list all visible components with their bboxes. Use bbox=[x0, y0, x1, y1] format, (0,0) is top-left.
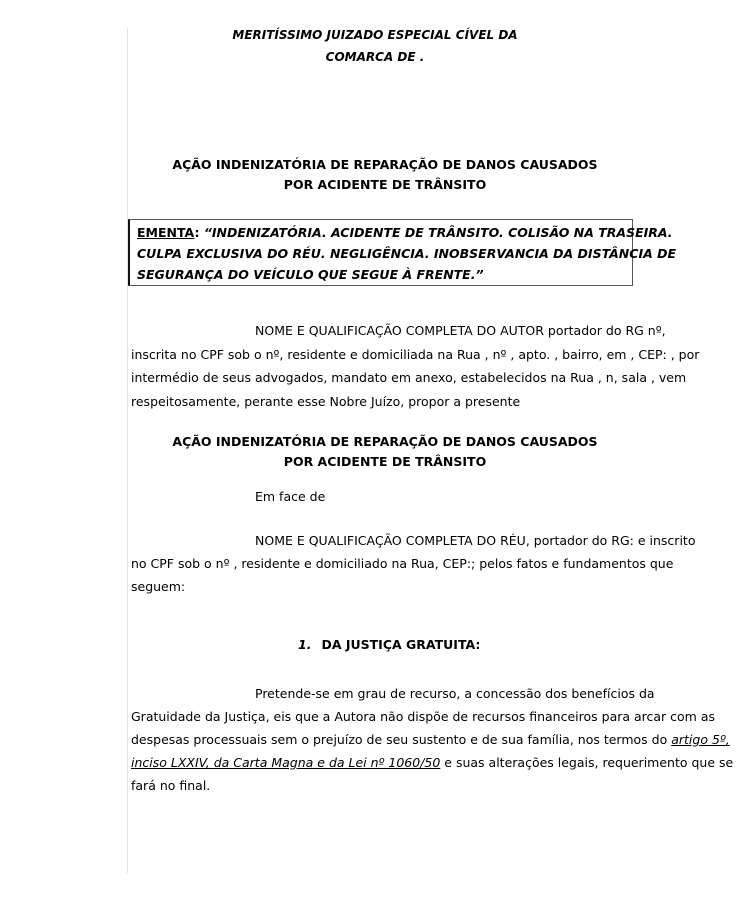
ementa-line-1 bbox=[137, 222, 673, 243]
em-face-text: Em face de bbox=[255, 489, 326, 504]
gratuity-line-4-text: e suas alterações legais, requerimento que se bbox=[440, 755, 734, 770]
court-line-1: MERITÍSSIMO JUIZADO ESPECIAL CÍVEL DA bbox=[232, 28, 518, 42]
section-heading-gratuity bbox=[298, 637, 480, 652]
action-title-line-1: AÇÃO INDENIZATÓRIA DE REPARAÇÃO DE DANOS CAUSADOS bbox=[172, 434, 598, 449]
gratuity-line-2: Gratuidade da Justiça, eis que a Autora não dispõe de recursos financeiros para arcar com as bbox=[131, 709, 716, 724]
gratuity-line-1: Pretende-se em grau de recurso, a concessão dos benefícios da bbox=[255, 686, 655, 701]
document-title-line-1: AÇÃO INDENIZATÓRIA DE REPARAÇÃO DE DANOS CAUSADOS bbox=[172, 157, 598, 172]
ementa-colon: : bbox=[194, 225, 204, 240]
ementa-box bbox=[128, 219, 677, 286]
ementa-text-1: “INDENIZATÓRIA. ACIDENTE DE TRÂNSITO. COLISÃO NA TRASEIRA. bbox=[203, 225, 673, 240]
gratuity-line-3 bbox=[131, 732, 730, 747]
defendant-line-1: NOME E QUALIFICAÇÃO COMPLETA DO RÉU, portador do RG: e inscrito bbox=[255, 533, 696, 548]
author-line-4: respeitosamente, perante esse Nobre Juízo, propor a presente bbox=[131, 394, 521, 409]
ementa-label: EMENTA bbox=[137, 225, 195, 240]
document-title-line-2: POR ACIDENTE DE TRÂNSITO bbox=[283, 177, 487, 192]
court-line-2: COMARCA DE . bbox=[325, 50, 425, 64]
defendant-line-2: no CPF sob o nº , residente e domiciliado na Rua, CEP:; pelos fatos e fundamentos que bbox=[131, 556, 674, 571]
gratuity-line-3-text: despesas processuais sem o prejuízo de seu sustento e de sua família, nos termos do bbox=[131, 732, 672, 747]
author-line-3: intermédio de seus advogados, mandato em anexo, estabelecidos na Rua , n, sala , vem bbox=[131, 370, 687, 385]
gratuity-line-5: fará no final. bbox=[131, 778, 211, 793]
author-line-2: inscrita no CPF sob o nº, residente e domiciliada na Rua , nº , apto. , bairro, em , CEP: , por bbox=[131, 347, 700, 362]
section-number: 1. bbox=[298, 637, 312, 652]
author-line-1: NOME E QUALIFICAÇÃO COMPLETA DO AUTOR portador do RG nº, bbox=[255, 323, 666, 338]
action-title bbox=[0, 432, 750, 472]
action-title-line-2: POR ACIDENTE DE TRÂNSITO bbox=[283, 454, 487, 469]
lei-1060-link[interactable]: inciso LXXIV, da Carta Magna e da Lei nº 1060/50 bbox=[131, 755, 441, 770]
defendant-line-3: seguem: bbox=[131, 579, 186, 594]
ementa-line-2: CULPA EXCLUSIVA DO RÉU. NEGLIGÊNCIA. INOBSERVANCIA DA DISTÂNCIA DE bbox=[137, 246, 677, 261]
ementa-line-3: SEGURANÇA DO VEÍCULO QUE SEGUE À FRENTE.” bbox=[137, 267, 484, 282]
gratuity-line-4 bbox=[131, 755, 733, 770]
artigo-5-link[interactable]: artigo 5º, bbox=[671, 732, 730, 747]
section-title: DA JUSTIÇA GRATUITA: bbox=[321, 637, 481, 652]
document-title bbox=[0, 155, 750, 195]
